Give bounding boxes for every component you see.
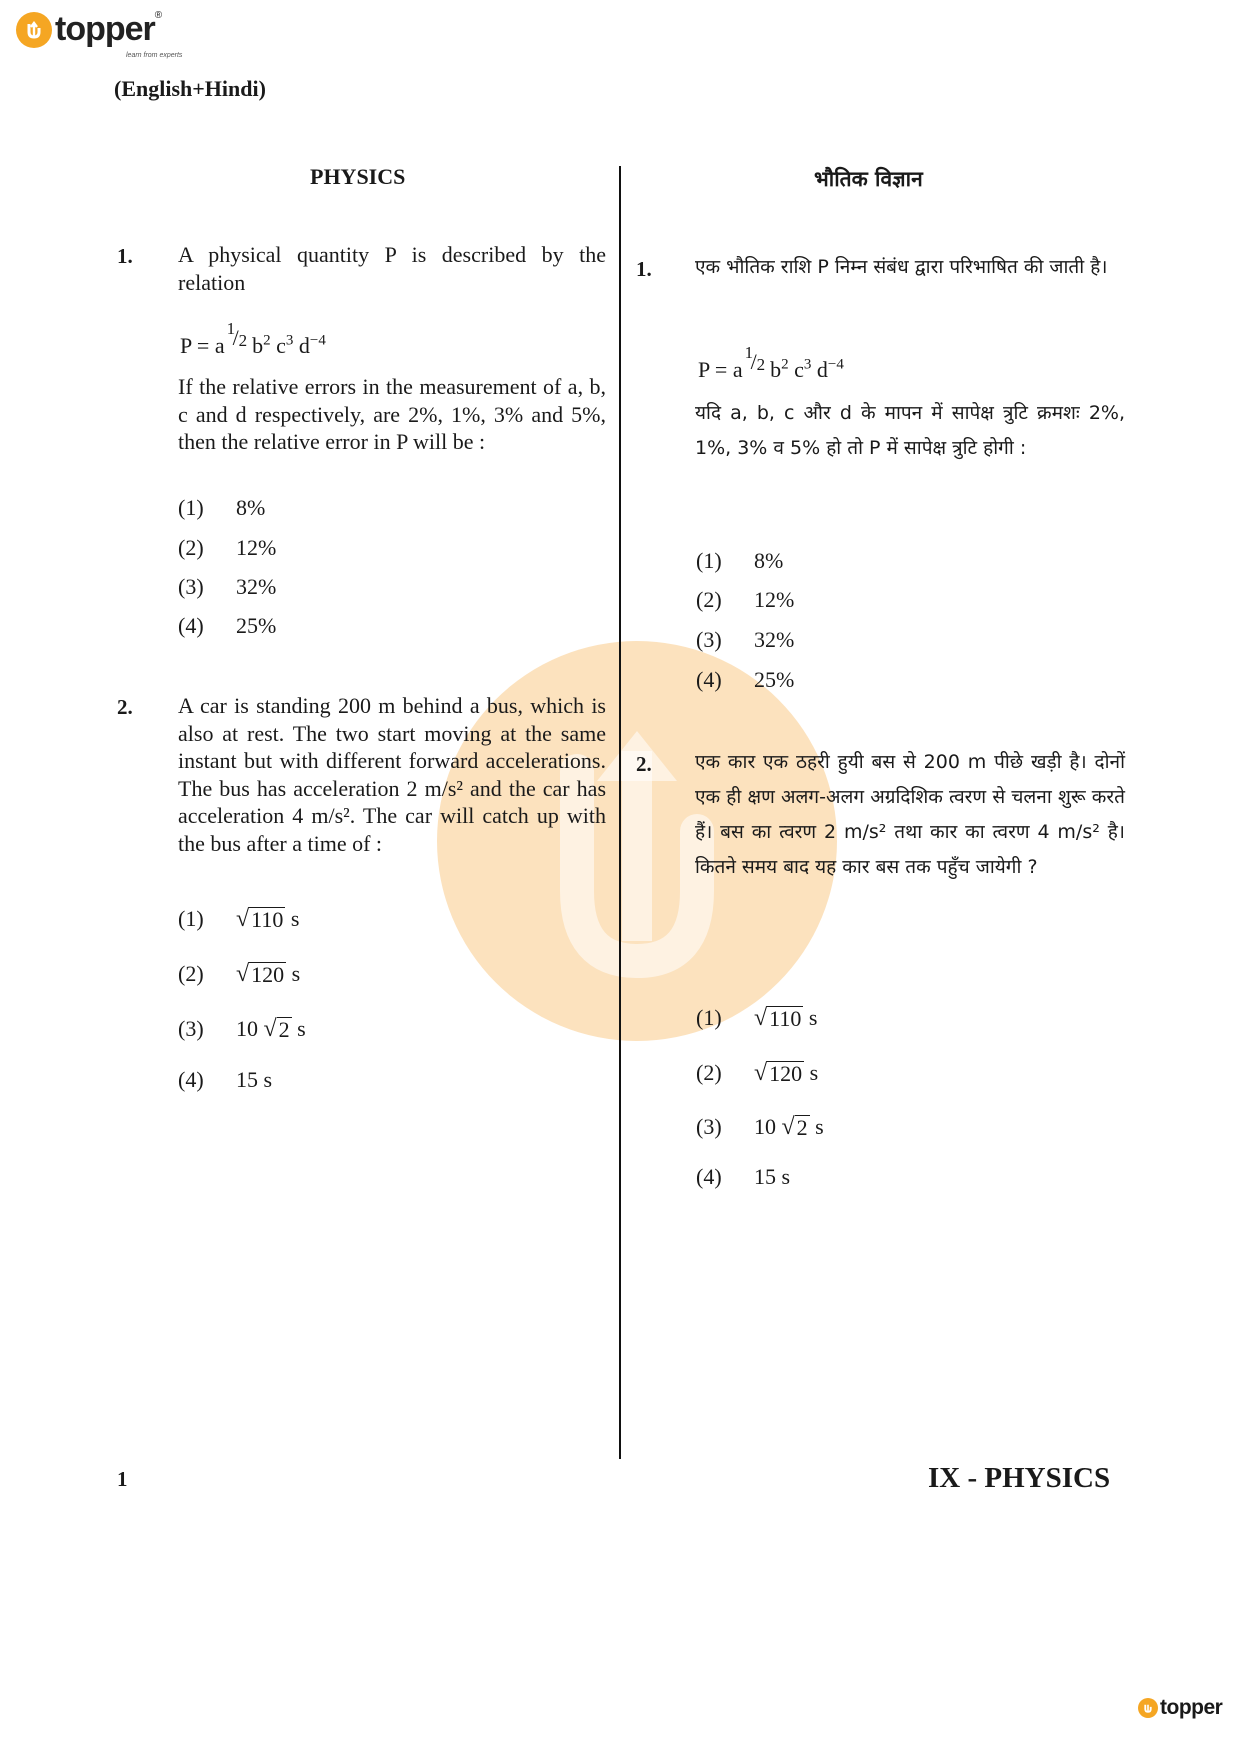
page-number: 1 (117, 1467, 128, 1491)
brand-tagline: learn from experts (126, 52, 183, 59)
square-root: √ 2 (263, 1016, 290, 1042)
option: (4) 25% (178, 613, 277, 638)
square-root: √ 120 (754, 1060, 803, 1086)
formula: P = a 1 / 2 $b^2$ $c^3$ $d^{-4}$ (180, 319, 326, 358)
formula: P = a 1 / 2 $b^2$ $c^3$ $d^{-4}$ (698, 343, 844, 382)
question-text-continued: यदि a, b, c और d के मापन में सापेक्ष त्रुटि क्रमशः 2%, 1%, 3% व 5% हो तो P में सापेक्ष त्रुटि होगी : (695, 402, 1125, 459)
option: (2) √ 120 s (696, 1060, 819, 1086)
square-root: √ 110 (236, 906, 284, 932)
square-root: √ 120 (236, 961, 285, 987)
question-number: 1. (636, 257, 652, 281)
question-text: A car is standing 200 m behind a bus, which is also at rest. The two start moving at the same instant but with different forward accelerations. The bus has acceleration 2 m/s² and the car has acceleration 4 m/s². The car will catch up with the bus after a time of : (178, 693, 606, 856)
option: (1) √ 110 s (696, 1005, 818, 1031)
option: (2) √ 120 s (178, 961, 301, 987)
option: (4) 25% (696, 667, 795, 692)
question-number: 2. (636, 752, 652, 776)
option: (3) 32% (178, 574, 277, 599)
question-text: एक भौतिक राशि P निम्न संबंध द्वारा परिभाषित की जाती है। (695, 256, 1108, 278)
question-text-continued: If the relative errors in the measurement of a, b, c and d respectively, are 2%, 1%, 3% and 5%, then the relative error in P will be : (178, 374, 606, 454)
option: (3) 10 √ 2 s (178, 1016, 306, 1042)
option: (3) 10 √ 2 s (696, 1114, 824, 1140)
footer-brand-name: topper (1160, 1696, 1223, 1719)
english-title: PHYSICS (310, 164, 406, 189)
square-root: √ 2 (781, 1114, 808, 1140)
footer-brand-logo (1138, 1696, 1222, 1720)
option: (1) 8% (696, 548, 784, 573)
hindi-title: भौतिक विज्ञान (814, 167, 923, 191)
registered-mark: ® (154, 10, 163, 21)
option: (2) 12% (696, 587, 795, 612)
question-text: एक कार एक ठहरी हुयी बस से 200 m पीछे खड़ी है। दोनों एक ही क्षण अलग-अलग अग्रदिशिक त्वरण से चलना शुरू करते हैं। बस का त्वरण 2 m/s² तथा कार का त्वरण 4 m/s² है। कितने समय बाद यह कार बस तक पहुँच जायेगी ? (695, 751, 1125, 878)
question-number: 2. (117, 695, 133, 719)
column-divider (619, 166, 621, 1459)
option: (3) 32% (696, 627, 795, 652)
option: (4) 15 s (178, 1067, 273, 1092)
option: (4) 15 s (696, 1164, 791, 1189)
topper-u-icon (1138, 1698, 1158, 1718)
option: (1) 8% (178, 495, 266, 520)
footer-subject: IX - PHYSICS (928, 1462, 1111, 1494)
square-root: √ 110 (754, 1005, 802, 1031)
topper-u-icon (16, 12, 52, 48)
option: (1) √ 110 s (178, 906, 300, 932)
brand-logo (16, 10, 183, 59)
brand-name: topper (55, 10, 155, 48)
option: (2) 12% (178, 535, 277, 560)
question-text: A physical quantity P is described by the relation (178, 242, 606, 295)
language-label: (English+Hindi) (114, 76, 266, 101)
question-number: 1. (117, 244, 133, 268)
